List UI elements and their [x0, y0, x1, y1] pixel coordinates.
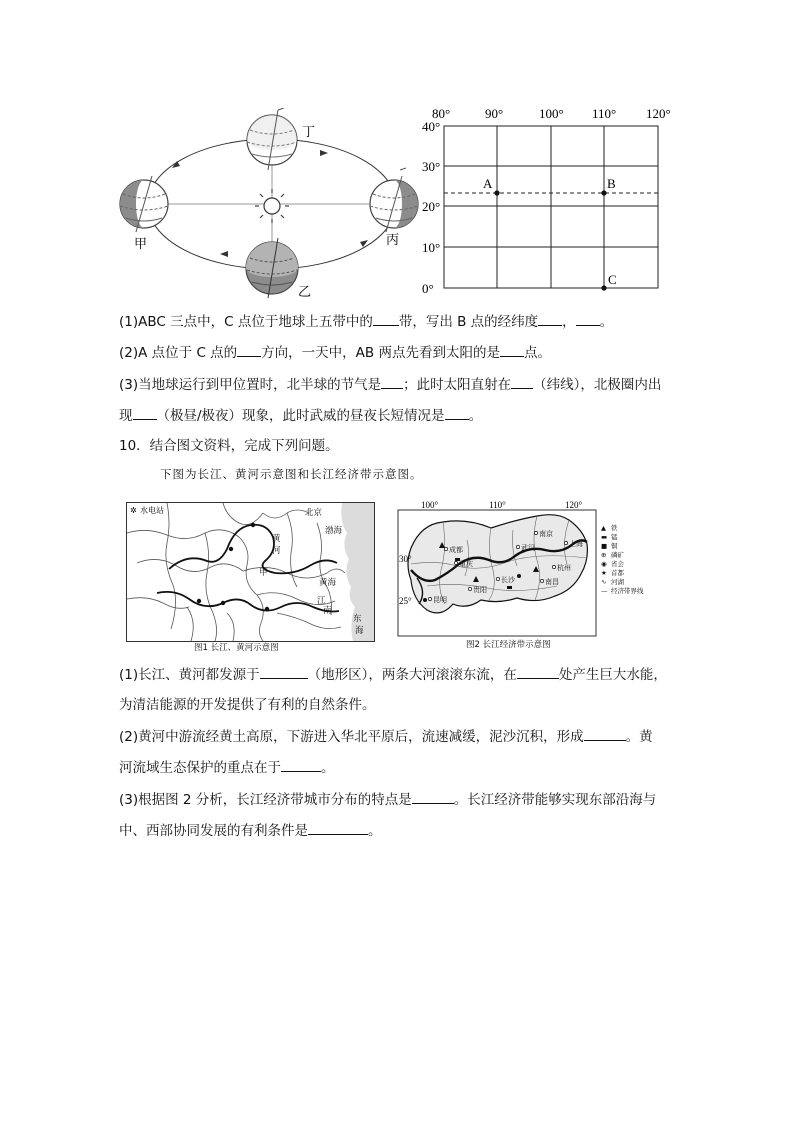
- city-marker: [552, 565, 555, 568]
- legend-symbol: ■: [601, 542, 608, 550]
- blank[interactable]: [133, 405, 157, 420]
- city-marker: [468, 587, 471, 590]
- blank[interactable]: [517, 664, 559, 679]
- blank[interactable]: [308, 820, 368, 835]
- blank[interactable]: [412, 789, 454, 804]
- map1-place-label: 渤海: [325, 526, 343, 536]
- blank[interactable]: [511, 374, 533, 389]
- earth-orbit-figure: [110, 108, 425, 300]
- map2-legend-label: 河湖: [611, 578, 624, 586]
- longitude-label: 90°: [485, 106, 504, 121]
- point-c-label: C: [608, 272, 617, 287]
- city-marker: [454, 561, 457, 564]
- map2-lat-label: 30°: [399, 554, 412, 564]
- legend-symbol: ⊕: [601, 551, 607, 559]
- map1-caption: 图1 长江、黄河示意图: [194, 643, 279, 653]
- longitude-label: 110°: [592, 106, 617, 121]
- blank[interactable]: [237, 342, 261, 357]
- latitude-label: 0°: [422, 281, 434, 296]
- blank[interactable]: [500, 342, 524, 357]
- q9-part1: (1)ABC 三点中，C 点位于地球上五带中的 带，写出 B 点的经纬度 ， 。: [119, 311, 613, 332]
- q10-part2-line2: 河流域生态保护的重点在于 。: [119, 757, 335, 778]
- map2-legend-label: 省会: [611, 560, 624, 568]
- point-a: [494, 190, 499, 195]
- city-marker: [516, 545, 519, 548]
- map1-place-label: 海: [355, 626, 364, 636]
- label-yi: 乙: [298, 285, 312, 300]
- svg-text:✲: ✲: [130, 506, 137, 515]
- map1-place-label: 甲: [259, 568, 268, 578]
- map2-city-label: 重庆: [459, 560, 473, 568]
- map2-caption: 图2 长江经济带示意图: [466, 640, 551, 650]
- q10-part2-line1: (2)黄河中游流经黄土高原，下游进入华北平原后，流速减缓，泥沙沉积，形成 。黄: [119, 726, 653, 747]
- map2-city-label: 南京: [539, 530, 553, 538]
- earth-position-bing: [370, 168, 418, 232]
- lat-lon-grid-figure: [420, 104, 680, 300]
- city-marker: [444, 547, 447, 550]
- longitude-label: 80°: [432, 106, 451, 121]
- blank[interactable]: [381, 374, 403, 389]
- q10-part3-line1: (3)根据图 2 分析，长江经济带城市分布的特点是 。长江经济带能够实现东部沿海与: [119, 789, 656, 810]
- map2-legend-label: 经济带界线: [611, 587, 644, 595]
- city-marker: [540, 579, 543, 582]
- map2-longitude-labels: [421, 500, 583, 510]
- map2-city-label: 昆明: [433, 596, 447, 604]
- q10-part3-line2: 中、西部协同发展的有利条件是 。: [119, 820, 382, 841]
- map1-figure: [126, 502, 375, 642]
- blank[interactable]: [584, 726, 626, 741]
- city-marker: [564, 541, 567, 544]
- q9-part3: (3)当地球运行到甲位置时，北半球的节气是 ；此时太阳直射在 （纬线），北极圈内出: [119, 374, 661, 395]
- q9-part2: (2)A 点位于 C 点的 方向，一天中，AB 两点先看到太阳的是 点。: [119, 342, 551, 363]
- city-marker: [496, 577, 499, 580]
- legend-symbol: ▲: [601, 524, 606, 532]
- map2-legend-label: 铁: [611, 524, 618, 532]
- legend-symbol: ∿: [601, 578, 607, 586]
- map2-city-label: 长沙: [501, 576, 515, 584]
- city-marker: [534, 531, 537, 534]
- map2-legend: [601, 523, 644, 595]
- map2-city-label: 贵阳: [473, 586, 487, 594]
- earth-position-ding: [247, 108, 297, 170]
- map1-place-label: 河: [272, 546, 281, 556]
- latitude-labels: [422, 119, 440, 296]
- map2-lon-label: 110°: [489, 500, 506, 510]
- label-bing: 丙: [386, 233, 400, 248]
- map2-lat-label: 25°: [399, 596, 412, 606]
- map2-city-label: 南昌: [545, 578, 559, 586]
- map2-figure: [397, 500, 667, 637]
- blank[interactable]: [445, 405, 469, 420]
- latitude-label: 40°: [422, 119, 441, 134]
- map2-legend-label: 磷矿: [611, 551, 624, 559]
- blank[interactable]: [373, 311, 399, 326]
- label-jia: 甲: [134, 237, 148, 252]
- latitude-label: 30°: [422, 159, 441, 174]
- map2-city-label: 杭州: [557, 564, 571, 572]
- map1-place-label: 南: [323, 606, 332, 616]
- map2-lon-label: 100°: [421, 500, 439, 510]
- q9-part4: 现 （极昼/极夜）现象，此时武威的昼夜长短情况是 。: [119, 405, 482, 426]
- earth-position-yi: [246, 238, 298, 298]
- latitude-label: 10°: [422, 240, 441, 255]
- legend-symbol: ◉: [601, 560, 607, 568]
- point-b-label: B: [607, 176, 616, 191]
- map1-place-label: 北京: [305, 508, 323, 518]
- label-ding: 丁: [302, 125, 316, 140]
- longitude-label: 120°: [646, 106, 671, 121]
- q10-part1-line1: (1)长江、黄河都发源于 （地形区），两条大河滚滚东流，在 处产生巨大水能，: [119, 664, 667, 685]
- q10-intro: 下图为长江、黄河示意图和长江经济带示意图。: [160, 467, 423, 481]
- blank[interactable]: [538, 311, 562, 326]
- legend-symbol: ▬: [601, 533, 608, 541]
- map1-place-label: 黄海: [319, 578, 337, 588]
- map1-place-label: 黄: [272, 534, 281, 544]
- map2-legend-label: 首都: [611, 569, 624, 577]
- map1-place-label: 东: [353, 614, 362, 624]
- q10-title: 10．结合图文资料，完成下列问题。: [119, 438, 339, 454]
- point-c: [601, 285, 606, 290]
- map1-place-label: 江: [317, 596, 326, 606]
- point-b: [601, 190, 606, 195]
- map2-legend-label: 锰: [611, 533, 618, 541]
- map1-legend-hydro: 水电站: [140, 506, 164, 515]
- longitude-labels: [432, 106, 671, 121]
- map2-city-label: 成都: [449, 546, 463, 554]
- latitude-label: 20°: [422, 199, 441, 214]
- longitude-label: 100°: [539, 106, 564, 121]
- legend-symbol: —: [601, 587, 608, 595]
- earth-position-jia: [120, 176, 168, 232]
- city-marker: [428, 597, 431, 600]
- blank[interactable]: [576, 311, 600, 326]
- map2-city-label: 上海: [569, 540, 583, 548]
- legend-symbol: ★: [601, 569, 607, 577]
- map2-city-label: 武汉: [521, 544, 535, 552]
- blank[interactable]: [281, 757, 321, 772]
- map2-lon-label: 120°: [565, 500, 583, 510]
- blank[interactable]: [260, 664, 308, 679]
- q10-part1-line2: 为清洁能源的开发提供了有利的自然条件。: [119, 697, 376, 713]
- point-a-label: A: [483, 176, 493, 191]
- map2-legend-label: 铜: [611, 542, 618, 550]
